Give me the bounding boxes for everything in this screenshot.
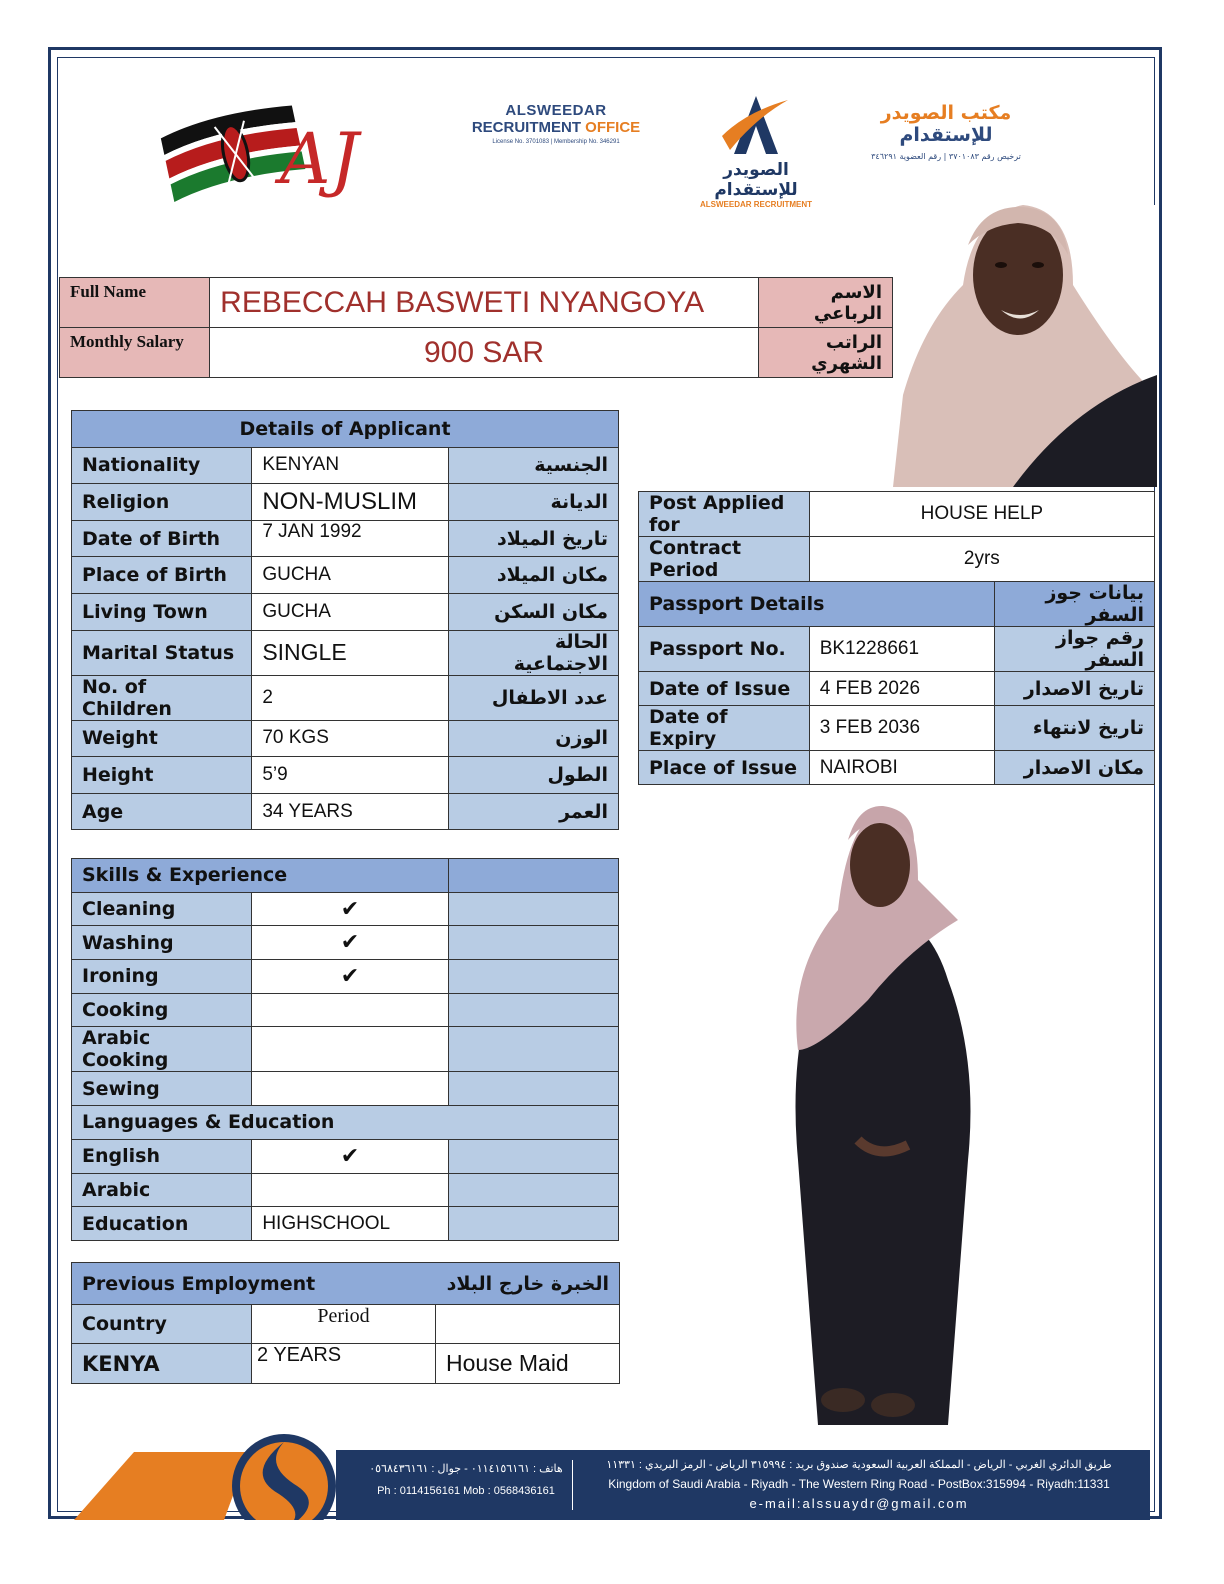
details-value: 5’9 — [252, 757, 448, 794]
skill-row — [72, 1072, 619, 1106]
employment-row — [72, 1344, 620, 1384]
passport-row — [639, 706, 1155, 751]
language-check — [252, 1173, 448, 1207]
skill-blank — [448, 892, 618, 926]
language-blank — [448, 1139, 618, 1173]
details-label-ar: عدد الاطفال — [448, 675, 618, 720]
post-value: HOUSE HELP — [809, 492, 1154, 537]
contract-value: 2yrs — [809, 537, 1154, 582]
footer-separator — [572, 1460, 573, 1510]
salary-value: 900 SAR — [210, 328, 759, 378]
language-row — [72, 1173, 619, 1207]
details-label: Religion — [72, 484, 252, 521]
skill-label: Cleaning — [72, 892, 252, 926]
skill-row — [72, 926, 619, 960]
details-value: SINGLE — [252, 630, 448, 675]
details-label-ar: مكان السكن — [448, 593, 618, 630]
skill-row — [72, 993, 619, 1027]
office-arabic-license: ترخيص رقم ٣٧٠١٠٨٣ | رقم العضوية ٣٤٦٢٩١ — [871, 152, 1021, 161]
details-title: Details of Applicant — [72, 411, 619, 448]
details-label: No. of Children — [72, 675, 252, 720]
footer-phone-en: Ph : 0114156161 Mob : 0568436161 — [377, 1485, 555, 1497]
language-blank — [448, 1207, 618, 1241]
passport-header-row — [639, 582, 1155, 627]
details-label-ar: الحالة الاجتماعية — [448, 630, 618, 675]
office-arabic-logo — [846, 102, 1046, 161]
details-value: 7 JAN 1992 — [252, 520, 448, 557]
passport-label-ar: تاريخ الاصدار — [995, 672, 1155, 706]
details-row — [72, 484, 619, 521]
details-table — [71, 410, 619, 830]
details-label-ar: الجنسية — [448, 447, 618, 484]
passport-title-ar: بيانات جوز السفر — [995, 582, 1155, 627]
passport-row — [639, 672, 1155, 706]
passport-label: Date of Expiry — [639, 706, 810, 751]
details-row — [72, 557, 619, 594]
language-label: Arabic — [72, 1173, 252, 1207]
contract-label: Contract Period — [639, 537, 810, 582]
full-name-label: Full Name — [60, 278, 210, 328]
passport-row — [639, 751, 1155, 785]
skill-check: ✔ — [252, 892, 448, 926]
details-value: 34 YEARS — [252, 793, 448, 830]
details-label-ar: الديانة — [448, 484, 618, 521]
agency-license: License No. 3701083 | Membership No. 346291 — [492, 139, 620, 145]
a-emblem-logo — [686, 92, 826, 209]
country-label: Country — [72, 1305, 252, 1344]
skill-blank — [448, 1027, 618, 1072]
full-name-label-ar: الاسم الرباعي — [758, 278, 892, 328]
passport-label-ar: تاريخ لانتهاء — [995, 706, 1155, 751]
details-label: Height — [72, 757, 252, 794]
details-label-ar: الطول — [448, 757, 618, 794]
skill-check — [252, 1027, 448, 1072]
contract-row — [639, 537, 1155, 582]
details-row — [72, 675, 619, 720]
agency-name-line2: RECRUITMENT OFFICE — [471, 119, 641, 136]
employment-label-blank — [436, 1305, 620, 1344]
passport-title: Passport Details — [639, 582, 995, 627]
salary-label: Monthly Salary — [60, 328, 210, 378]
applicant-face-photo — [893, 205, 1157, 487]
details-label: Place of Birth — [72, 557, 252, 594]
skills-header-blank — [448, 859, 618, 893]
skill-label: Cooking — [72, 993, 252, 1027]
languages-title: Languages & Education — [72, 1106, 619, 1140]
aj-letters: AJ — [280, 118, 359, 200]
language-label: Education — [72, 1207, 252, 1241]
language-row — [72, 1207, 619, 1241]
name-salary-table — [59, 277, 893, 378]
details-label-ar: العمر — [448, 793, 618, 830]
passport-value: NAIROBI — [809, 751, 995, 785]
passport-label-ar: مكان الاصدار — [995, 751, 1155, 785]
details-label: Weight — [72, 720, 252, 757]
post-row — [639, 492, 1155, 537]
footer-email: e-mail:alssuaydr@gmail.com — [749, 1496, 969, 1511]
skill-label: Washing — [72, 926, 252, 960]
a-logo-arabic: الصويدر للإستقدام — [714, 160, 798, 200]
period-label: Period — [252, 1305, 436, 1344]
details-label: Age — [72, 793, 252, 830]
details-label: Nationality — [72, 447, 252, 484]
post-passport-table — [638, 491, 1155, 785]
footer — [74, 1434, 1150, 1520]
details-row — [72, 447, 619, 484]
skills-header-row — [72, 859, 619, 893]
footer-phone-ar: هاتف : ٠١١٤١٥٦١٦١ - جوال : ٠٥٦٨٤٣٦١٦١ — [369, 1463, 563, 1475]
skill-row — [72, 892, 619, 926]
passport-label: Place of Issue — [639, 751, 810, 785]
employment-header-row — [72, 1263, 620, 1305]
footer-address — [584, 1456, 1134, 1513]
employment-period: 2 YEARS — [252, 1344, 436, 1384]
passport-label: Date of Issue — [639, 672, 810, 706]
skill-check: ✔ — [252, 960, 448, 994]
language-label: English — [72, 1139, 252, 1173]
details-label-ar: تاريخ الميلاد — [448, 520, 618, 557]
passport-value: 3 FEB 2036 — [809, 706, 995, 751]
skill-label: Ironing — [72, 960, 252, 994]
passport-value: BK1228661 — [809, 627, 995, 672]
language-check: ✔ — [252, 1139, 448, 1173]
salary-row — [60, 328, 893, 378]
details-value: GUCHA — [252, 593, 448, 630]
skills-title: Skills & Experience — [72, 859, 449, 893]
skill-check — [252, 993, 448, 1027]
skill-row — [72, 960, 619, 994]
skill-check: ✔ — [252, 926, 448, 960]
details-label: Date of Birth — [72, 520, 252, 557]
footer-phones — [366, 1458, 566, 1502]
skill-row — [72, 1027, 619, 1072]
passport-row — [639, 627, 1155, 672]
footer-address-en: Kingdom of Saudi Arabia - Riyadh - The Western Ring Road - PostBox:315994 - Riyadh:11331 — [608, 1477, 1110, 1491]
details-label-ar: الوزن — [448, 720, 618, 757]
language-row — [72, 1139, 619, 1173]
previous-employment-table — [71, 1262, 620, 1384]
details-row — [72, 593, 619, 630]
alsweedar-text-logo — [466, 102, 646, 145]
passport-label-ar: رقم جواز السفر — [995, 627, 1155, 672]
footer-logo-shapes — [74, 1434, 354, 1520]
details-value: NON-MUSLIM — [252, 484, 448, 521]
full-name-value: REBECCAH BASWETI NYANGOYA — [210, 278, 759, 328]
employment-country: KENYA — [72, 1344, 252, 1384]
skill-blank — [448, 960, 618, 994]
skill-label: Sewing — [72, 1072, 252, 1106]
details-row — [72, 520, 619, 557]
details-value: GUCHA — [252, 557, 448, 594]
employment-label-row — [72, 1305, 620, 1344]
skill-blank — [448, 1072, 618, 1106]
office-arabic-name: مكتب الصويدر للإستقدام — [880, 102, 1012, 146]
skill-blank — [448, 926, 618, 960]
details-value: 2 — [252, 675, 448, 720]
passport-label: Passport No. — [639, 627, 810, 672]
languages-header-row — [72, 1106, 619, 1140]
salary-label-ar: الراتب الشهري — [758, 328, 892, 378]
skill-check — [252, 1072, 448, 1106]
footer-address-ar: طريق الدائري الغربي - الرياض - المملكة العربية السعودية صندوق بريد : ٣١٥٩٩٤ الرياض - الرمز البريدي : ١١٣٣١ — [606, 1459, 1112, 1471]
details-row — [72, 630, 619, 675]
details-value: KENYAN — [252, 447, 448, 484]
details-label: Marital Status — [72, 630, 252, 675]
details-row — [72, 793, 619, 830]
details-row — [72, 720, 619, 757]
applicant-full-photo — [778, 800, 988, 1425]
details-row — [72, 757, 619, 794]
language-blank — [448, 1173, 618, 1207]
full-name-row — [60, 278, 893, 328]
details-label: Living Town — [72, 593, 252, 630]
employment-position: House Maid — [436, 1344, 620, 1384]
passport-value: 4 FEB 2026 — [809, 672, 995, 706]
skills-table — [71, 858, 619, 1241]
details-label-ar: مكان الميلاد — [448, 557, 618, 594]
aj-kenya-flag-logo — [160, 88, 370, 208]
a-logo-english: ALSWEEDAR RECRUITMENT — [700, 200, 812, 209]
details-value: 70 KGS — [252, 720, 448, 757]
agency-name-line1: ALSWEEDAR — [505, 102, 607, 119]
skill-blank — [448, 993, 618, 1027]
employment-title: Previous Employment — [82, 1272, 316, 1295]
employment-title-ar: الخبرة خارج البلاد — [446, 1272, 609, 1295]
education-value: HIGHSCHOOL — [252, 1207, 448, 1241]
post-label: Post Applied for — [639, 492, 810, 537]
skill-label: Arabic Cooking — [72, 1027, 252, 1072]
a-emblem-icon — [716, 92, 796, 156]
